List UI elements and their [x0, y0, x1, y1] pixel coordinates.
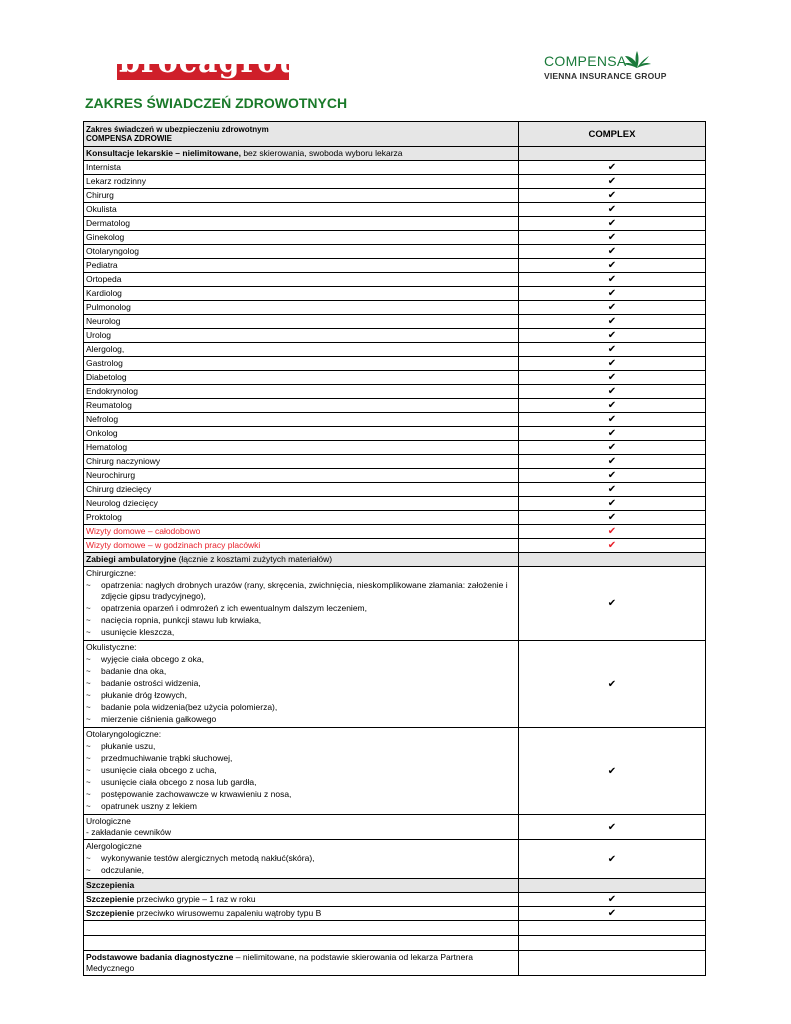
doctor-row — [84, 455, 706, 469]
doctor-row-label: Chirurg — [84, 189, 519, 203]
check-icon: ✔ — [607, 386, 617, 397]
doctor-row-label: Ginekolog — [84, 231, 519, 245]
empty-row — [84, 936, 706, 951]
procedure-item: ~ usunięcie kleszcza, — [86, 627, 516, 638]
procedure-item: ~ usunięcie ciała obcego z nosa lub gardła, — [86, 777, 516, 788]
doctor-row — [84, 273, 706, 287]
procedure-item: ~ postępowanie zachowawcze w krwawieniu z nosa, — [86, 789, 516, 800]
check-icon: ✔ — [607, 260, 617, 271]
doctor-row-label: Lekarz rodzinny — [84, 175, 519, 189]
doctor-row — [84, 497, 706, 511]
check-icon: ✔ — [607, 162, 617, 173]
procedure-list — [86, 741, 516, 812]
section-podstawowe-rest: – nielimitowane, na podstawie skierowania od lekarza Partnera Medycznego — [86, 952, 473, 973]
procedure-item: ~ odczulanie, — [86, 865, 516, 876]
doctor-row — [84, 245, 706, 259]
check-icon: ✔ — [607, 498, 617, 509]
procedure-title: Alergologiczne — [86, 841, 142, 851]
page-title: ZAKRES ŚWIADCZEŃ ZDROWOTNYCH — [85, 95, 348, 111]
procedure-item: ~ płukanie uszu, — [86, 741, 516, 752]
doctor-row-label: Endokrynolog — [84, 385, 519, 399]
logo-text: brocagroup — [119, 45, 324, 80]
doctor-row — [84, 301, 706, 315]
check-icon: ✔ — [607, 678, 617, 690]
doctor-row-label: Pulmonolog — [84, 301, 519, 315]
check-icon: ✔ — [607, 908, 617, 919]
check-icon: ✔ — [607, 190, 617, 201]
doctor-row-label: Onkolog — [84, 427, 519, 441]
check-icon: ✔ — [607, 302, 617, 313]
doctor-row-label: Urolog — [84, 329, 519, 343]
doctor-row — [84, 161, 706, 175]
check-icon: ✔ — [607, 414, 617, 425]
procedure-alergologiczne — [84, 840, 706, 879]
check-icon: ✔ — [607, 288, 617, 299]
doctor-row — [84, 315, 706, 329]
check-icon: ✔ — [607, 344, 617, 355]
check-icon: ✔ — [607, 218, 617, 229]
check-icon: ✔ — [607, 176, 617, 187]
doctor-row-label: Otolaryngolog — [84, 245, 519, 259]
doctor-row — [84, 231, 706, 245]
section-konsultacje — [84, 147, 706, 161]
section-podstawowe-bold: Podstawowe badania diagnostyczne — [86, 952, 234, 962]
vaccine-label-rest: przeciwko wirusowemu zapaleniu wątroby typu B — [134, 908, 322, 918]
check-icon: ✔ — [607, 246, 617, 257]
header-complex: COMPLEX — [519, 122, 706, 147]
vaccine-row — [84, 893, 706, 907]
doctor-row — [84, 357, 706, 371]
check-icon: ✔ — [607, 526, 617, 537]
empty-row — [84, 921, 706, 936]
procedure-title: Chirurgiczne: — [86, 568, 137, 578]
doctor-row — [84, 483, 706, 497]
procedure-item: ~ opatrzenia: nagłych drobnych urazów (rany, skręcenia, zwichnięcia, nieskomplikowane złamania: założenie i zdjęcie gipsu tradycyjnego), — [86, 580, 516, 602]
doctor-row — [84, 371, 706, 385]
header-line1: Zakres świadczeń w ubezpieczeniu zdrowotnym — [86, 125, 269, 134]
doctor-row-label: Neurochirurg — [84, 469, 519, 483]
check-icon: ✔ — [607, 456, 617, 467]
doctor-row — [84, 385, 706, 399]
procedure-item: ~ opatrunek uszny z lekiem — [86, 801, 516, 812]
procedure-title: Urologiczne — [86, 816, 131, 826]
doctor-row — [84, 287, 706, 301]
procedure-item: ~ przedmuchiwanie trąbki słuchowej, — [86, 753, 516, 764]
procedure-item: ~ badanie ostrości widzenia, — [86, 678, 516, 689]
procedure-list — [86, 654, 516, 725]
doctor-row — [84, 399, 706, 413]
doctor-row — [84, 329, 706, 343]
procedure-urologiczne — [84, 815, 706, 840]
check-icon: ✔ — [607, 484, 617, 495]
check-icon: ✔ — [607, 316, 617, 327]
section-zabiegi-rest: (łącznie z kosztami zużytych materiałów) — [176, 554, 333, 564]
benefits-table — [83, 121, 706, 976]
section-zabiegi-bold: Zabiegi ambulatoryjne — [86, 554, 177, 564]
doctor-row — [84, 175, 706, 189]
check-icon: ✔ — [607, 274, 617, 285]
table-header — [84, 122, 706, 147]
section-szczepienia-label: Szczepienia — [86, 880, 135, 890]
vaccine-label-rest: przeciwko grypie – 1 raz w roku — [134, 894, 256, 904]
procedure-item: ~ nacięcia ropnia, punkcji stawu lub krwiaka, — [86, 615, 516, 626]
header-line2: COMPENSA ZDROWIE — [86, 134, 172, 143]
section-zabiegi — [84, 553, 706, 567]
doctor-row-label: Gastrolog — [84, 357, 519, 371]
procedure-item: ~ wykonywanie testów alergicznych metodą nakłuć(skóra), — [86, 853, 516, 864]
check-icon: ✔ — [607, 232, 617, 243]
doctor-row — [84, 427, 706, 441]
vaccine-label-bold: Szczepienie — [86, 894, 135, 904]
doctor-row-label: Hematolog — [84, 441, 519, 455]
doctor-row-label: Dermatolog — [84, 217, 519, 231]
brocagroup-logo — [117, 45, 324, 80]
check-icon: ✔ — [607, 330, 617, 341]
home-visit-row — [84, 539, 706, 553]
header-scope — [84, 122, 519, 147]
doctor-row-label: Proktolog — [84, 511, 519, 525]
procedure-item: ~ wyjęcie ciała obcego z oka, — [86, 654, 516, 665]
doctor-row — [84, 189, 706, 203]
check-icon: ✔ — [607, 598, 617, 609]
procedure-title: Okulistyczne: — [86, 642, 137, 652]
procedure-line: - zakładanie cewników — [86, 827, 172, 837]
home-visit-row — [84, 525, 706, 539]
procedure-chirurgiczne — [84, 567, 706, 641]
section-konsultacje-bold: Konsultacje lekarskie – nielimitowane, — [86, 148, 241, 158]
compensa-logo — [544, 50, 667, 86]
doctor-row-label: Diabetolog — [84, 371, 519, 385]
doctor-row — [84, 259, 706, 273]
check-icon: ✔ — [607, 853, 617, 865]
procedure-title: Otolaryngologiczne: — [86, 729, 162, 739]
check-icon: ✔ — [607, 358, 617, 369]
compensa-name: COMPENSA — [544, 53, 627, 69]
doctor-row-label: Okulista — [84, 203, 519, 217]
check-icon: ✔ — [607, 540, 617, 551]
vaccine-row — [84, 907, 706, 921]
section-podstawowe — [84, 951, 706, 976]
home-visit-row-label: Wizyty domowe – całodobowo — [84, 525, 519, 539]
doctor-row-label: Alergolog, — [84, 343, 519, 357]
procedure-item: ~ usunięcie ciała obcego z ucha, — [86, 765, 516, 776]
check-icon: ✔ — [607, 442, 617, 453]
home-visit-row-label: Wizyty domowe – w godzinach pracy placówki — [84, 539, 519, 553]
doctor-row-label: Chirurg naczyniowy — [84, 455, 519, 469]
doctor-row — [84, 469, 706, 483]
check-icon: ✔ — [607, 470, 617, 481]
check-icon: ✔ — [607, 428, 617, 439]
doctor-row — [84, 343, 706, 357]
doctor-row — [84, 413, 706, 427]
doctor-row — [84, 441, 706, 455]
procedure-list — [86, 580, 516, 638]
procedure-list — [86, 853, 516, 876]
doctor-row-label: Nefrolog — [84, 413, 519, 427]
procedure-item: ~ badanie pola widzenia(bez użycia polomierza), — [86, 702, 516, 713]
procedure-item: ~ opatrzenia oparzeń i odmrożeń z ich ewentualnym dalszym leczeniem, — [86, 603, 516, 614]
procedure-item: ~ badanie dna oka, — [86, 666, 516, 677]
doctor-row-label: Ortopeda — [84, 273, 519, 287]
procedure-item: ~ płukanie dróg łzowych, — [86, 690, 516, 701]
doctor-row — [84, 217, 706, 231]
doctor-row-label: Pediatra — [84, 259, 519, 273]
check-icon: ✔ — [607, 821, 617, 833]
doctor-row-label: Reumatolog — [84, 399, 519, 413]
doctor-row-label: Neurolog — [84, 315, 519, 329]
check-icon: ✔ — [607, 204, 617, 215]
check-icon: ✔ — [607, 400, 617, 411]
procedure-item: ~ mierzenie ciśnienia gałkowego — [86, 714, 516, 725]
doctor-row-label: Neurolog dziecięcy — [84, 497, 519, 511]
doctor-row — [84, 203, 706, 217]
section-konsultacje-rest: bez skierowania, swoboda wyboru lekarza — [240, 148, 403, 158]
check-icon: ✔ — [607, 372, 617, 383]
compensa-subtitle: VIENNA INSURANCE GROUP — [544, 71, 667, 81]
check-icon: ✔ — [607, 894, 617, 905]
doctor-row — [84, 511, 706, 525]
doctor-row-label: Kardiolog — [84, 287, 519, 301]
check-icon: ✔ — [607, 765, 617, 777]
leaf-icon — [622, 50, 652, 70]
check-icon: ✔ — [607, 512, 617, 523]
doctor-row-label: Internista — [84, 161, 519, 175]
doctor-row-label: Chirurg dziecięcy — [84, 483, 519, 497]
vaccine-label-bold: Szczepienie — [86, 908, 135, 918]
procedure-okulistyczne — [84, 641, 706, 728]
procedure-otolaryngologiczne — [84, 728, 706, 815]
section-szczepienia — [84, 879, 706, 893]
